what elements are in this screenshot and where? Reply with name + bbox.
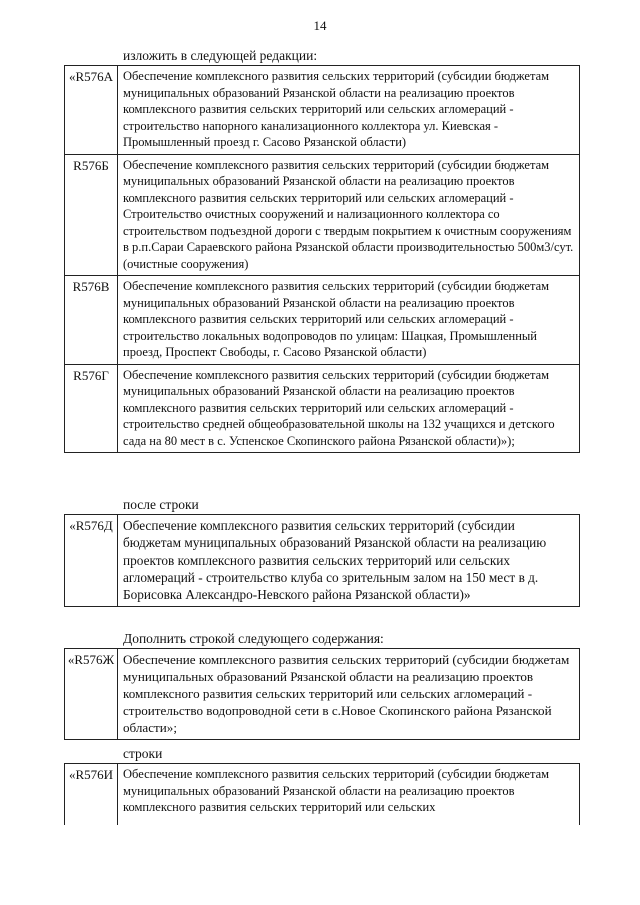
add-row-note: Дополнить строкой следующего содержания:	[123, 631, 384, 646]
amendment-table-tail	[64, 763, 580, 825]
row-code: R576Б	[65, 154, 118, 276]
after-row-note: после строки	[123, 497, 199, 512]
table-row	[65, 515, 580, 607]
row-code: «R576А	[65, 66, 118, 155]
row-description: Обеспечение комплексного развития сельских территорий (субсидии бюджетам муниципальных образований Рязанской области на реализацию проектов комплексного развития сельских территорий или сельских агломераций - строительство водопроводной сети в с.Новое Скопинского района Рязанской области»;	[118, 649, 580, 740]
intro-note: изложить в следующей редакции:	[123, 48, 318, 63]
table-row	[65, 276, 580, 365]
amendment-table-main	[64, 65, 580, 453]
table-row	[65, 154, 580, 276]
row-code: «R576Д	[65, 515, 118, 607]
row-description: Обеспечение комплексного развития сельских территорий (субсидии бюджетам муниципальных образований Рязанской области на реализацию проектов комплексного развития сельских территорий или сельских агломераций - строительство средней общеобразовательной школы на 132 учащихся и детского сада на 80 мест в с. Успенское Скопинского района Рязанской области)»);	[118, 364, 580, 453]
row-code: «R576Ж	[65, 649, 118, 740]
row-description: Обеспечение комплексного развития сельских территорий (субсидии бюджетам муниципальных образований Рязанской области на реализацию проектов комплексного развития сельских территорий или сельских агломераций - строительство клуба со зрительным залом на 150 мест в д. Борисовка Александро-Невского района Рязанской области)»	[118, 515, 580, 607]
row-description: Обеспечение комплексного развития сельских территорий (субсидии бюджетам муниципальных образований Рязанской области на реализацию проектов комплексного развития сельских территорий или сельских агломераций - строительство напорного канализационного коллектора ул. Киевская - Промышленный проезд г. Сасово Рязанской области)	[118, 66, 580, 155]
row-description: Обеспечение комплексного развития сельских территорий (субсидии бюджетам муниципальных образований Рязанской области на реализацию проектов комплексного развития сельских территорий или сельских	[118, 764, 580, 826]
row-description: Обеспечение комплексного развития сельских территорий (субсидии бюджетам муниципальных образований Рязанской области на реализацию проектов комплексного развития сельских территорий или сельских агломераций - Строительство очистных сооружений и нализационного коллектора со строительством подъездной дороги с твердым покрытием к очистным сооружениям в р.п.Сараи Сараевского района Рязанской области производительностью 500м3/сут.(очистные сооружения)	[118, 154, 580, 276]
table-row	[65, 66, 580, 155]
table-row	[65, 764, 580, 826]
amendment-table-after	[64, 514, 580, 607]
row-code: R576Г	[65, 364, 118, 453]
table-row	[65, 649, 580, 740]
row-code: «R576И	[65, 764, 118, 826]
row-description: Обеспечение комплексного развития сельских территорий (субсидии бюджетам муниципальных образований Рязанской области на реализацию проектов комплексного развития сельских территорий или сельских агломераций - строительство локальных водопроводов по улицам: Шацкая, Промышленный проезд, Проспект Свободы, г. Сасово Рязанской области)	[118, 276, 580, 365]
table-row	[65, 364, 580, 453]
rows-note: строки	[123, 746, 163, 761]
page-number: 14	[313, 18, 327, 33]
row-code: R576В	[65, 276, 118, 365]
amendment-table-added	[64, 648, 580, 740]
